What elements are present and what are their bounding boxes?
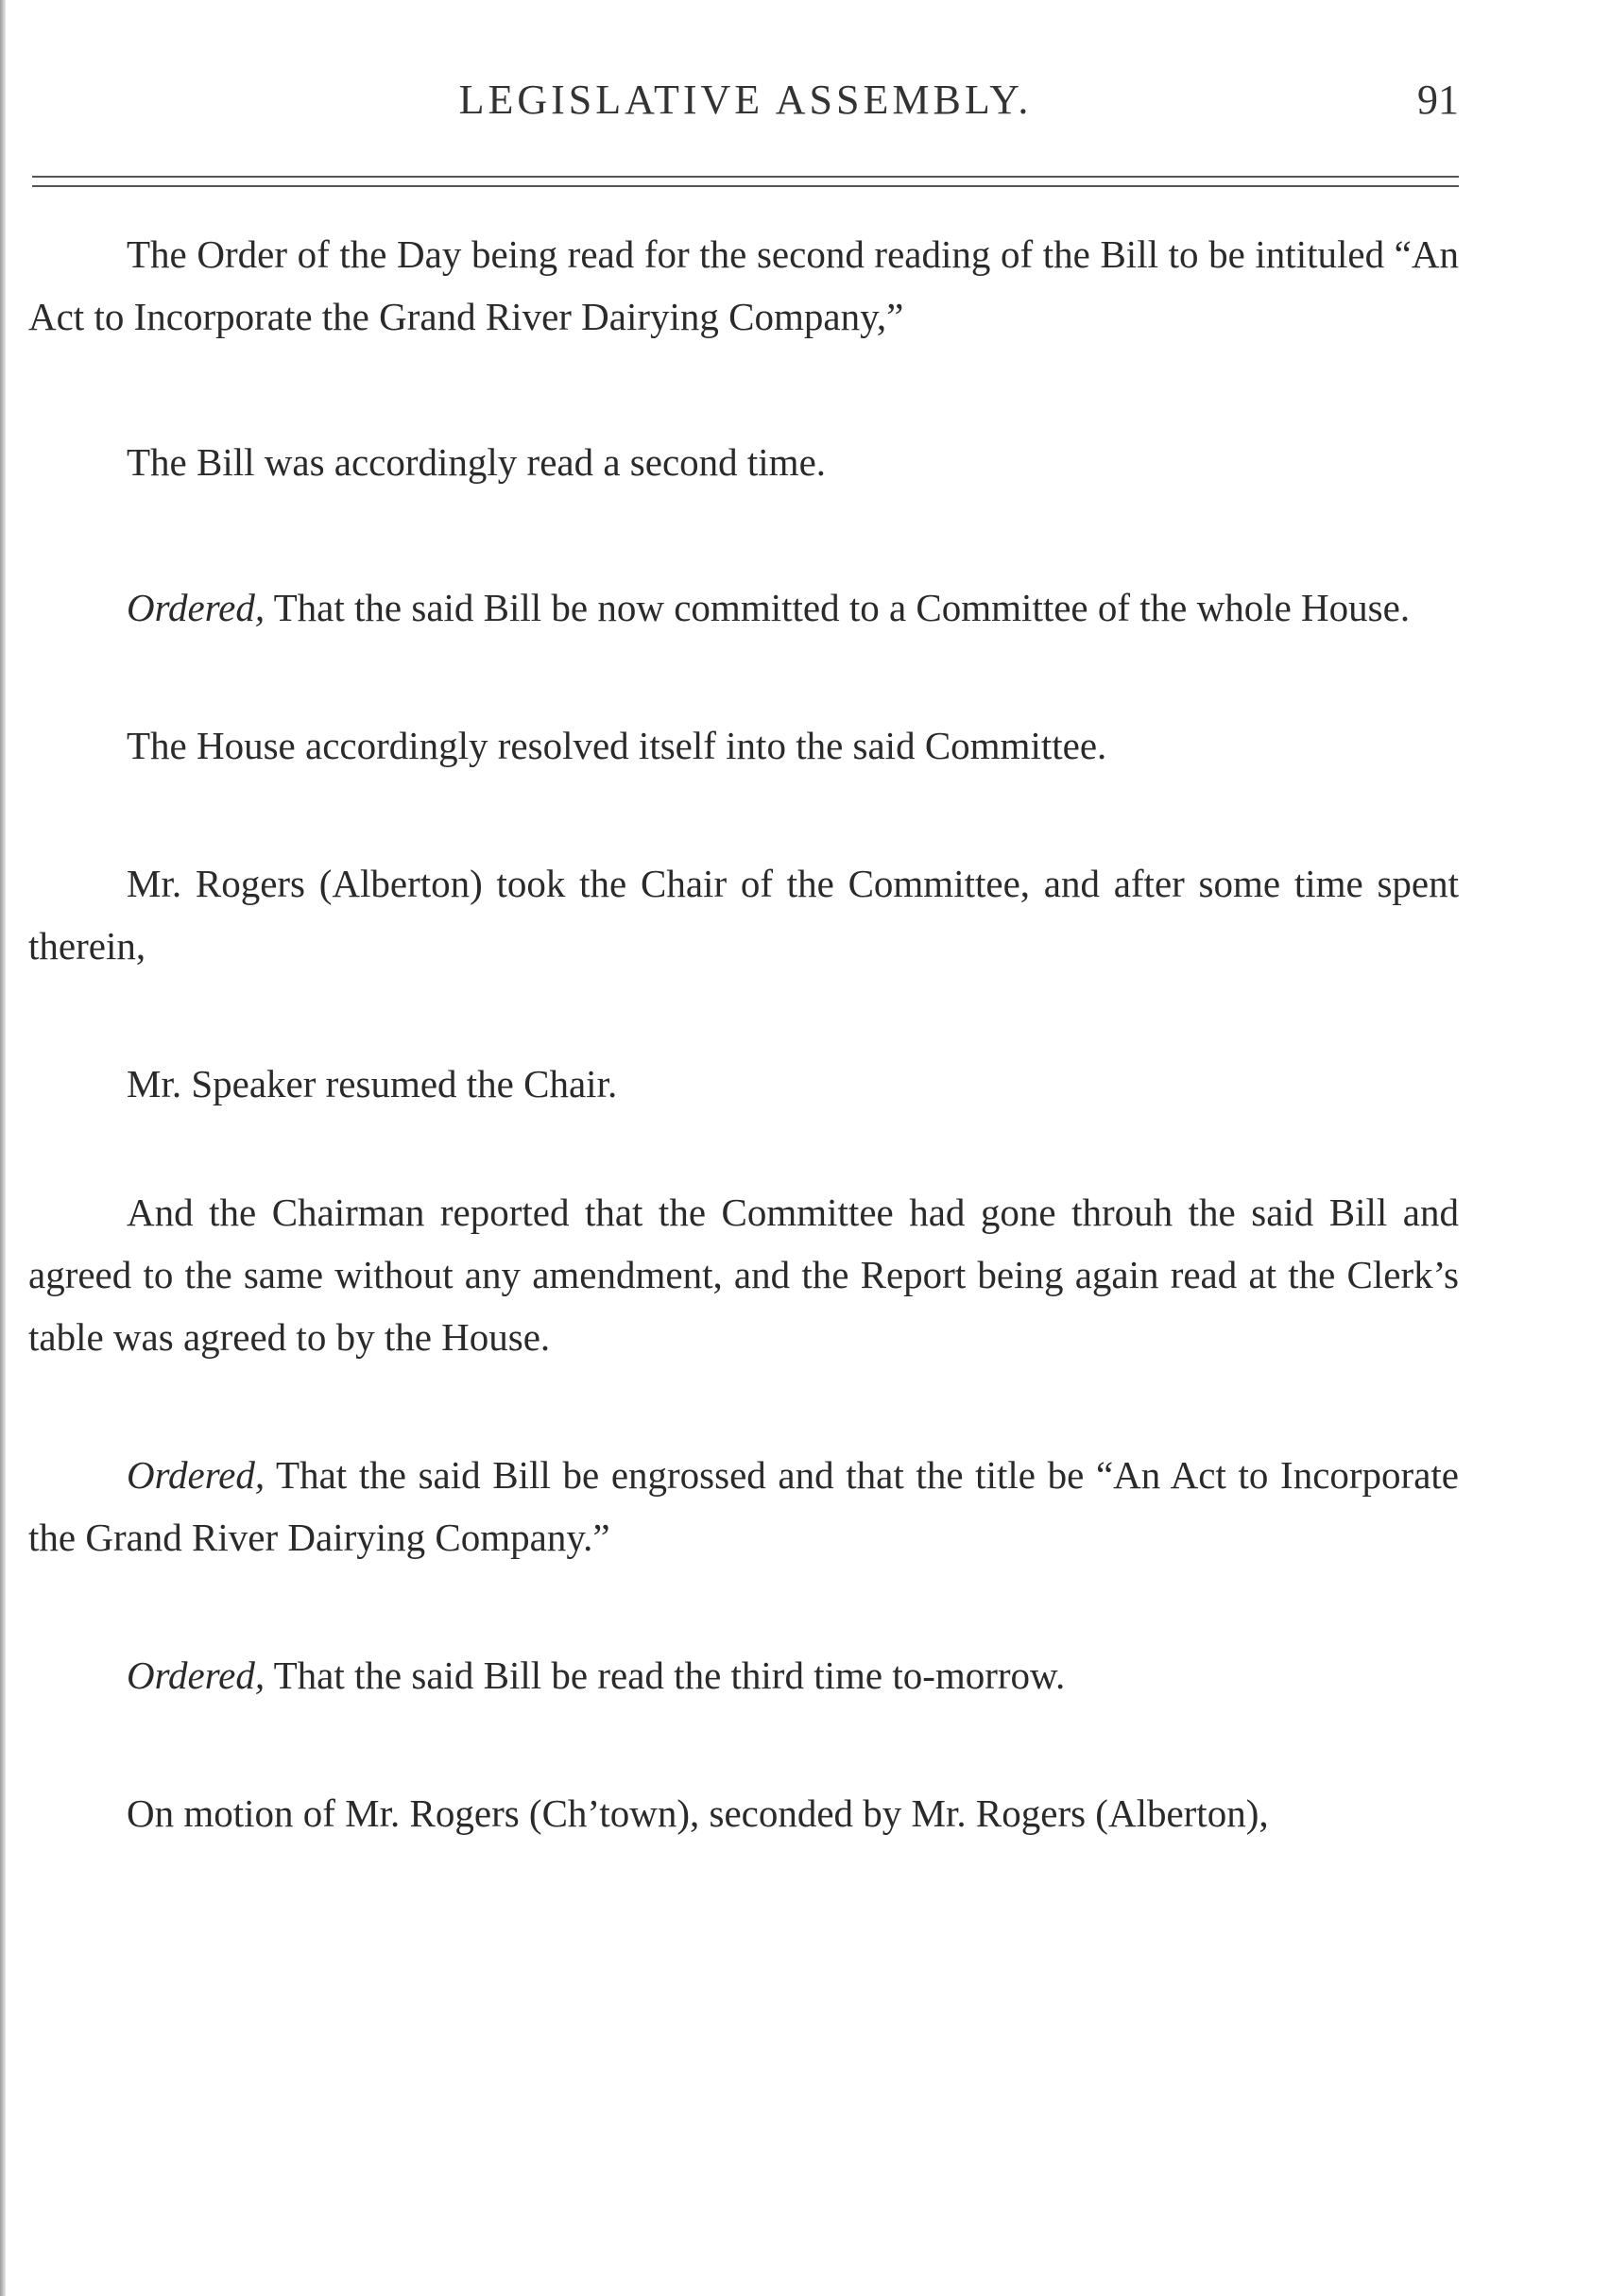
ordered-lead: Ordered, xyxy=(127,586,265,629)
paragraph-resolved xyxy=(28,714,1459,777)
paragraph-on-motion xyxy=(28,1782,1459,1844)
header-rule-bottom xyxy=(32,185,1459,187)
page-binding-edge xyxy=(0,0,6,2296)
paragraph-speaker-resumed xyxy=(28,1053,1459,1115)
page-number: 91 xyxy=(1417,77,1459,123)
paragraph-order-of-day xyxy=(28,223,1459,348)
paragraph-text: That the said Bill be read the third time to-morrow. xyxy=(273,1653,1066,1697)
paragraph-chairman-reported xyxy=(28,1181,1459,1368)
ordered-lead: Ordered, xyxy=(127,1653,265,1697)
header-rule-top xyxy=(32,176,1459,178)
paragraph-took-chair xyxy=(28,852,1459,977)
ordered-lead: Ordered, xyxy=(127,1453,265,1497)
paragraph-engrossed xyxy=(28,1444,1459,1568)
paragraph-third-reading xyxy=(28,1644,1459,1706)
paragraph-committed xyxy=(28,576,1459,639)
paragraph-text: On motion of Mr. Rogers (Ch’town), seconded by Mr. Rogers (Alberton), xyxy=(127,1791,1269,1835)
page-header xyxy=(32,66,1459,142)
paragraph-text: Mr. Rogers (Alberton) took the Chair of the Committee, and after some time spent therein, xyxy=(28,862,1459,968)
running-title: LEGISLATIVE ASSEMBLY. xyxy=(458,77,1033,123)
paragraph-text: The House accordingly resolved itself into the said Committee. xyxy=(127,724,1107,767)
paragraph-text: That the said Bill be engrossed and that the title be “An Act to Incorporate the Grand River Dairying Company.” xyxy=(28,1453,1459,1559)
paragraph-text: That the said Bill be now committed to a Committee of the whole House. xyxy=(273,586,1411,629)
page-body xyxy=(28,223,1459,1844)
paragraph-text: The Order of the Day being read for the second reading of the Bill to be intituled “An Act to Incorporate the Grand River Dairying Company,” xyxy=(28,232,1459,338)
paragraph-text: The Bill was accordingly read a second time. xyxy=(127,440,827,484)
paragraph-text: Mr. Speaker resumed the Chair. xyxy=(127,1062,618,1105)
paragraph-text: And the Chairman reported that the Committee had gone throuh the said Bill and agreed to the same without any amendment, and the Report being again read at the Clerk’s table was agreed to by the House. xyxy=(28,1191,1459,1359)
paragraph-second-reading xyxy=(28,431,1459,493)
